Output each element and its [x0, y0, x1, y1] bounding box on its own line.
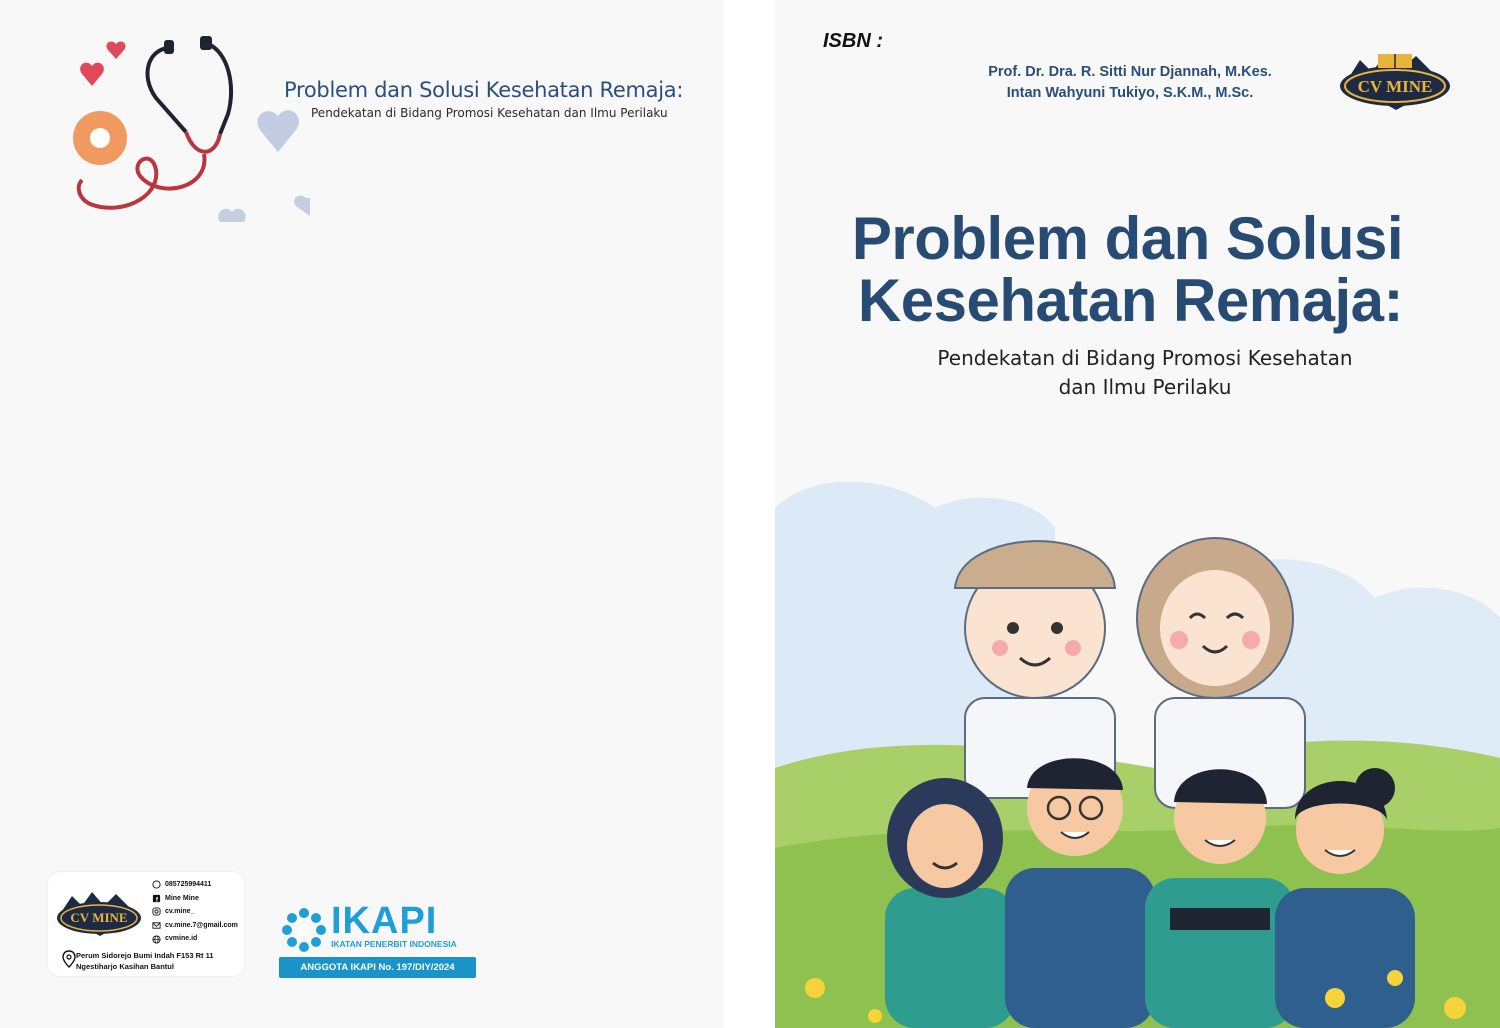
whatsapp-icon: [152, 880, 161, 889]
publisher-contact-card: [48, 872, 244, 976]
location-pin-icon: [62, 950, 76, 968]
main-title: [775, 205, 1403, 334]
authors: [945, 62, 1315, 104]
contact-website: cvmine.id: [152, 932, 238, 946]
address-line-2: Ngestiharjo Kasihan Bantul: [76, 962, 174, 971]
teen-hijab-girl: [885, 778, 1015, 1028]
address-line-1: Perum Sidorejo Bumi Indah F153 Rt 11: [76, 951, 214, 960]
subtitle-line-1: Pendekatan di Bidang Promosi Kesehatan: [937, 346, 1353, 370]
ikapi-name: IKAPI: [331, 900, 438, 942]
front-cover: [775, 0, 1500, 1028]
book-spine: [724, 0, 775, 1028]
logo-text: CV MINE: [70, 910, 128, 925]
title-line-2: Kesehatan Remaja:: [857, 267, 1403, 334]
contact-facebook: f Mine Mine: [152, 892, 238, 906]
publisher-address: [62, 950, 214, 972]
ikapi-badge: [279, 900, 477, 973]
isbn-label: ISBN :: [823, 30, 883, 52]
back-subtitle: Pendekatan di Bidang Promosi Kesehatan dan Ilmu Perilaku: [311, 106, 668, 120]
ikapi-fullname: IKATAN PENERBIT INDONESIA: [331, 939, 457, 949]
contact-instagram: cv.mine_: [152, 905, 238, 919]
back-cover: [0, 0, 724, 1028]
title-line-1: Problem dan Solusi: [851, 205, 1403, 272]
main-subtitle: [855, 344, 1435, 402]
ikapi-member-number: ANGGOTA IKAPI No. 197/DIY/2024: [279, 957, 476, 978]
instagram-icon: [152, 907, 161, 916]
subtitle-line-2: dan Ilmu Perilaku: [1058, 375, 1232, 399]
doctor-character: [955, 541, 1115, 798]
facebook-icon: [152, 894, 161, 903]
cover-illustration: [775, 468, 1500, 1028]
logo-text: CV MINE: [1357, 77, 1433, 96]
author-2: Intan Wahyuni Tukiyo, S.K.M., M.Sc.: [1006, 85, 1254, 101]
cv-mine-logo: [54, 886, 144, 942]
author-1: Prof. Dr. Dra. R. Sitti Nur Djannah, M.Kes.: [988, 64, 1272, 80]
stethoscope-hearts-icon: [60, 30, 322, 230]
contact-phone: 085725994411: [152, 878, 238, 892]
cv-mine-logo: [1338, 48, 1452, 116]
email-icon: [152, 921, 161, 930]
svg-text:f: f: [155, 896, 159, 903]
contact-email: cv.mine.7@gmail.com: [152, 919, 238, 933]
back-title: Problem dan Solusi Kesehatan Remaja:: [284, 78, 684, 102]
ikapi-flower-icon: [279, 905, 329, 955]
globe-icon: [152, 935, 161, 944]
contact-list: [152, 878, 238, 946]
